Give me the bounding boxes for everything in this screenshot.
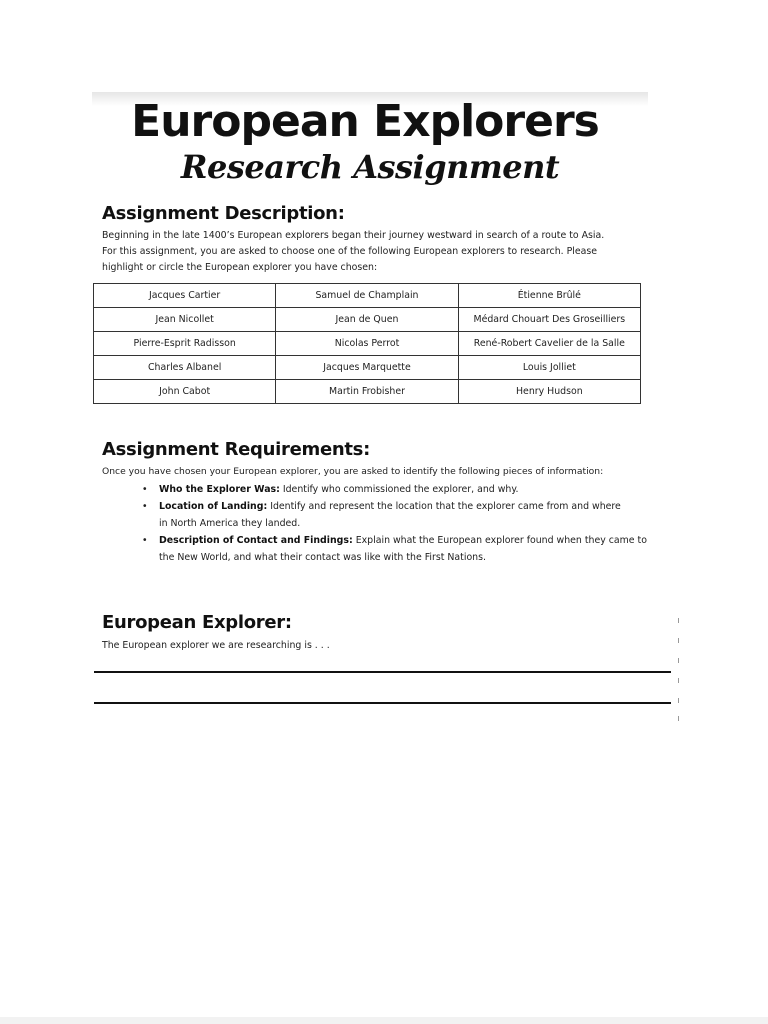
- answer-line[interactable]: [94, 671, 671, 673]
- description-heading: Assignment Description:: [102, 203, 345, 224]
- edge-mark: [678, 698, 679, 703]
- requirement-text: Identify who commissioned the explorer, and why.: [282, 484, 519, 495]
- explorer-cell[interactable]: René-Robert Cavelier de la Salle: [458, 332, 640, 356]
- requirement-label: Who the Explorer Was:: [159, 484, 280, 495]
- explorer-cell[interactable]: Jean de Quen: [276, 308, 458, 332]
- requirement-label: Location of Landing:: [159, 501, 268, 512]
- edge-mark: [678, 716, 679, 721]
- list-item: [142, 481, 672, 498]
- explorer-heading: European Explorer:: [102, 612, 292, 633]
- page-title: European Explorers: [131, 96, 599, 147]
- explorer-prompt-paragraph: [102, 638, 662, 654]
- list-item: [142, 532, 672, 566]
- description-line: For this assignment, you are asked to choose one of the following European explorers to research. Please: [102, 246, 598, 257]
- explorer-prompt: The European explorer we are researching is . . .: [102, 640, 330, 651]
- table-row: [94, 284, 641, 308]
- explorer-choices-table: [93, 283, 641, 404]
- bullet-icon: •: [142, 484, 148, 495]
- explorer-cell[interactable]: Médard Chouart Des Groseilliers: [458, 308, 640, 332]
- requirements-intro: [102, 464, 672, 480]
- explorer-cell[interactable]: John Cabot: [94, 380, 276, 404]
- explorer-cell[interactable]: Pierre-Esprit Radisson: [94, 332, 276, 356]
- edge-mark: [678, 618, 679, 623]
- explorer-cell[interactable]: Jean Nicollet: [94, 308, 276, 332]
- bullet-icon: •: [142, 501, 148, 512]
- explorer-cell[interactable]: Nicolas Perrot: [276, 332, 458, 356]
- explorer-cell[interactable]: Charles Albanel: [94, 356, 276, 380]
- edge-mark: [678, 678, 679, 683]
- explorer-cell[interactable]: Henry Hudson: [458, 380, 640, 404]
- requirement-text: Explain what the European explorer found when they came to: [355, 535, 647, 546]
- explorer-cell[interactable]: Martin Frobisher: [276, 380, 458, 404]
- edge-mark: [678, 638, 679, 643]
- requirements-list: [142, 481, 672, 566]
- bullet-icon: •: [142, 535, 148, 546]
- description-paragraph: [102, 228, 662, 276]
- description-line: highlight or circle the European explorer you have chosen:: [102, 262, 378, 273]
- requirement-text: in North America they landed.: [159, 518, 301, 529]
- table-row: [94, 356, 641, 380]
- list-item: [142, 498, 672, 532]
- explorer-cell[interactable]: Samuel de Champlain: [276, 284, 458, 308]
- explorer-cell[interactable]: Étienne Brûlé: [458, 284, 640, 308]
- answer-line[interactable]: [94, 702, 671, 704]
- explorer-cell[interactable]: Jacques Marquette: [276, 356, 458, 380]
- requirements-intro-text: Once you have chosen your European explorer, you are asked to identify the following pieces of information:: [102, 466, 604, 477]
- table-row: [94, 380, 641, 404]
- requirement-text: Identify and represent the location that the explorer came from and where: [270, 501, 621, 512]
- edge-mark: [678, 658, 679, 663]
- requirements-heading: Assignment Requirements:: [102, 439, 370, 460]
- requirement-text: the New World, and what their contact was like with the First Nations.: [159, 552, 486, 563]
- page-bottom-band: [0, 1017, 768, 1024]
- description-line: Beginning in the late 1400’s European explorers began their journey westward in search of a route to Asia.: [102, 230, 605, 241]
- page-subtitle: Research Assignment: [180, 148, 560, 186]
- explorer-cell[interactable]: Jacques Cartier: [94, 284, 276, 308]
- table-row: [94, 332, 641, 356]
- table-row: [94, 308, 641, 332]
- requirement-label: Description of Contact and Findings:: [159, 535, 353, 546]
- explorer-cell[interactable]: Louis Jolliet: [458, 356, 640, 380]
